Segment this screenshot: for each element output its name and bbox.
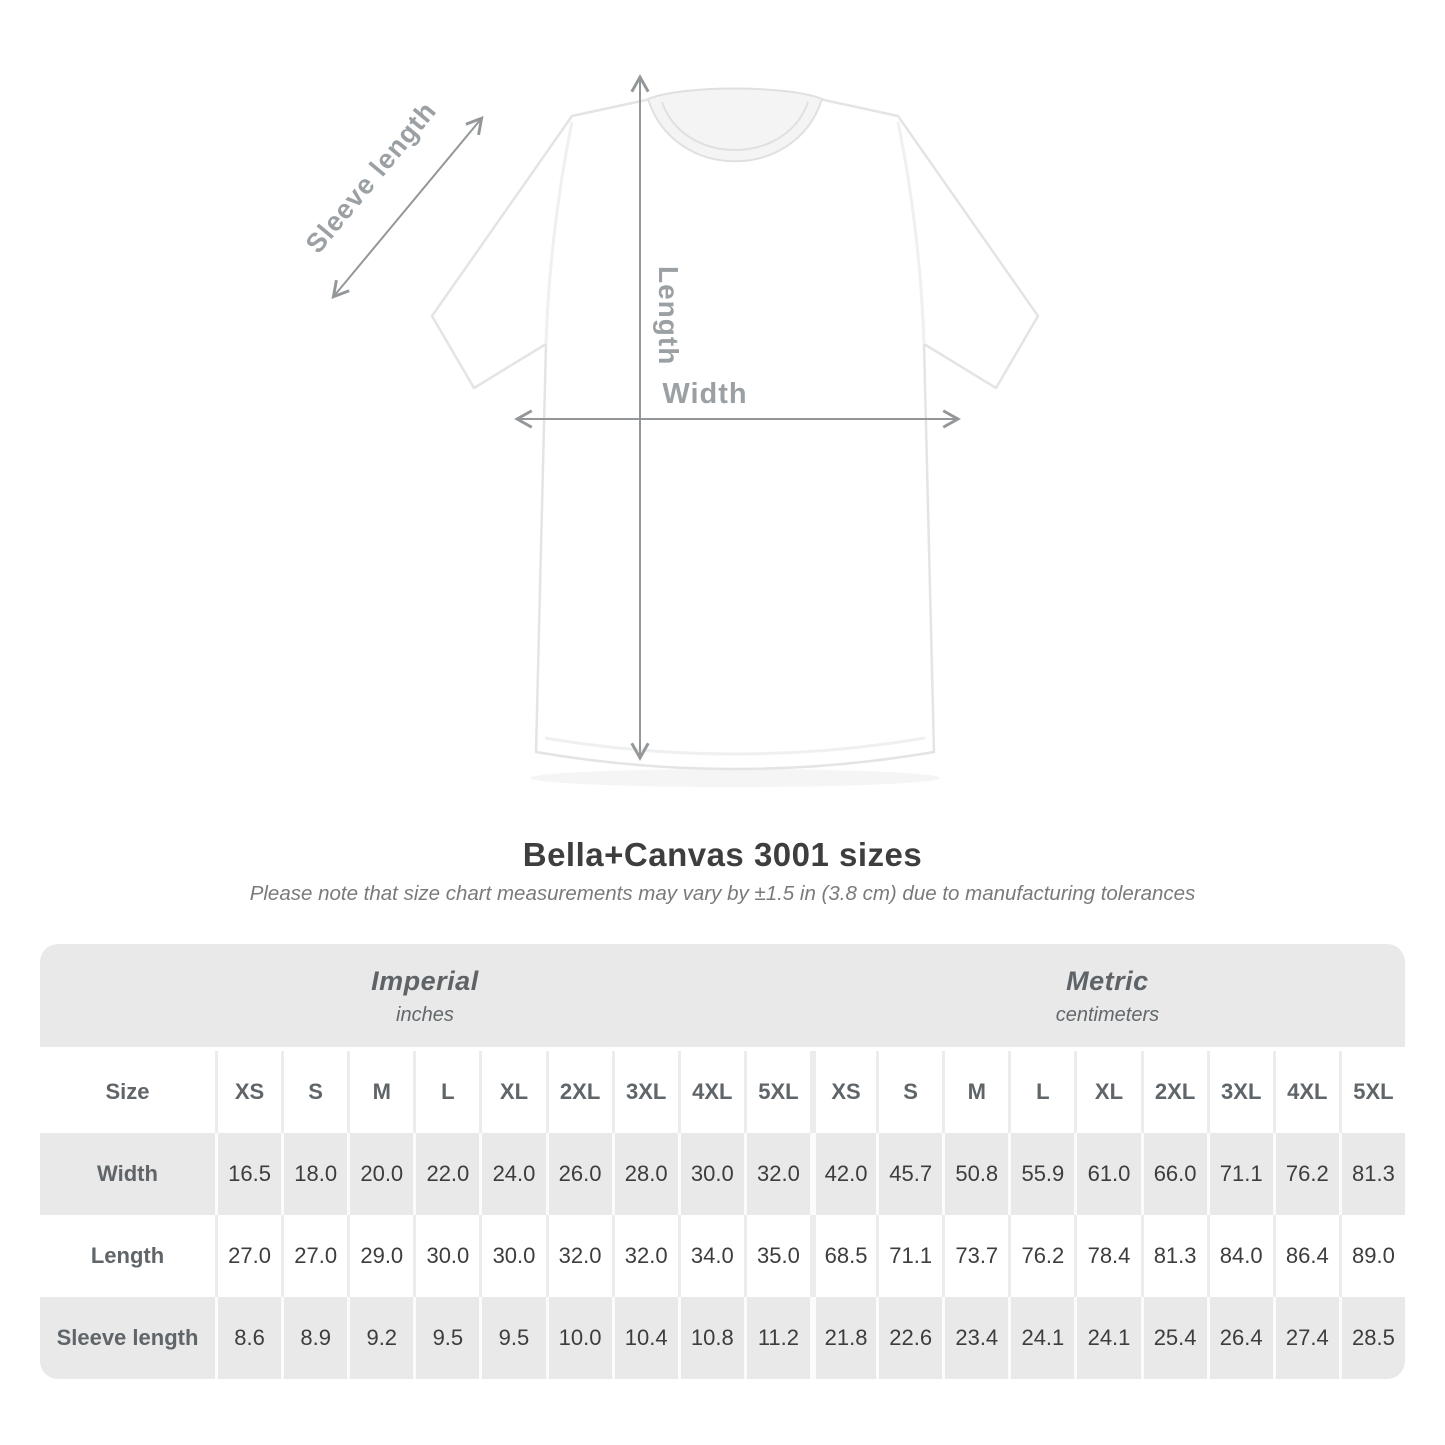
measurement-value: 27.0 [281, 1215, 347, 1297]
measurement-value: 9.5 [479, 1297, 545, 1379]
size-column-header: M [347, 1051, 413, 1133]
imperial-unit-label: inches [396, 1004, 454, 1026]
measurement-value: 10.8 [678, 1297, 744, 1379]
measurement-value: 26.4 [1207, 1297, 1273, 1379]
imperial-header [40, 944, 810, 1047]
size-table [40, 944, 1405, 1379]
measurement-value: 32.0 [546, 1215, 612, 1297]
measurement-value: 55.9 [1008, 1133, 1074, 1215]
measurement-value: 71.1 [1207, 1133, 1273, 1215]
measurement-value: 20.0 [347, 1133, 413, 1215]
measurement-value: 26.0 [546, 1133, 612, 1215]
measurement-value: 42.0 [810, 1133, 876, 1215]
measurement-value: 27.4 [1273, 1297, 1339, 1379]
measurement-value: 35.0 [744, 1215, 810, 1297]
measurement-value: 32.0 [612, 1215, 678, 1297]
width-row [40, 1133, 1405, 1215]
row-label: Sleeve length [40, 1297, 215, 1379]
measurement-value: 10.0 [546, 1297, 612, 1379]
measurement-value: 76.2 [1008, 1215, 1074, 1297]
measurement-value: 30.0 [413, 1215, 479, 1297]
measurement-value: 81.3 [1141, 1215, 1207, 1297]
measurement-value: 45.7 [876, 1133, 942, 1215]
measurement-value: 66.0 [1141, 1133, 1207, 1215]
size-header-row [40, 1051, 1405, 1133]
measurement-value: 68.5 [810, 1215, 876, 1297]
measurement-value: 73.7 [942, 1215, 1008, 1297]
imperial-label: Imperial [371, 966, 479, 996]
size-column-header: 2XL [1141, 1051, 1207, 1133]
measurement-value: 89.0 [1339, 1215, 1405, 1297]
unit-header-band [40, 944, 1405, 1047]
size-column-header: XL [479, 1051, 545, 1133]
measurement-value: 61.0 [1074, 1133, 1140, 1215]
measurement-value: 29.0 [347, 1215, 413, 1297]
measurement-value: 34.0 [678, 1215, 744, 1297]
size-column-header: 5XL [744, 1051, 810, 1133]
size-column-header: 4XL [678, 1051, 744, 1133]
page-title: Bella+Canvas 3001 sizes [522, 836, 923, 873]
length-figure-label: Length [653, 266, 684, 366]
size-column-header: XL [1074, 1051, 1140, 1133]
length-row [40, 1215, 1405, 1297]
measurement-value: 28.5 [1339, 1297, 1405, 1379]
measurement-value: 30.0 [479, 1215, 545, 1297]
row-label: Width [40, 1133, 215, 1215]
size-column-header: XS [810, 1051, 876, 1133]
measurement-value: 84.0 [1207, 1215, 1273, 1297]
measurement-value: 24.1 [1074, 1297, 1140, 1379]
size-column-header: 3XL [1207, 1051, 1273, 1133]
measurement-value: 22.6 [876, 1297, 942, 1379]
measurement-value: 21.8 [810, 1297, 876, 1379]
measurement-value: 11.2 [744, 1297, 810, 1379]
measurement-value: 10.4 [612, 1297, 678, 1379]
size-column-header: L [1008, 1051, 1074, 1133]
measurement-value: 16.5 [215, 1133, 281, 1215]
measurement-value: 76.2 [1273, 1133, 1339, 1215]
measurement-value: 25.4 [1141, 1297, 1207, 1379]
size-column-header: S [876, 1051, 942, 1133]
tshirt-illustration [432, 89, 1038, 788]
measurement-value: 27.0 [215, 1215, 281, 1297]
measurement-value: 24.1 [1008, 1297, 1074, 1379]
measurement-value: 78.4 [1074, 1215, 1140, 1297]
size-column-header: S [281, 1051, 347, 1133]
measurement-value: 24.0 [479, 1133, 545, 1215]
size-column-header: 4XL [1273, 1051, 1339, 1133]
measurement-value: 9.2 [347, 1297, 413, 1379]
measurement-value: 22.0 [413, 1133, 479, 1215]
measurement-value: 71.1 [876, 1215, 942, 1297]
measurement-value: 23.4 [942, 1297, 1008, 1379]
measurement-value: 18.0 [281, 1133, 347, 1215]
width-figure-label: Width [662, 378, 748, 410]
size-column-header: 5XL [1339, 1051, 1405, 1133]
measurement-value: 8.6 [215, 1297, 281, 1379]
metric-unit-label: centimeters [1055, 1004, 1160, 1026]
tolerance-note: Please note that size chart measurements may vary by ±1.5 in (3.8 cm) due to manufacturing tolerances [249, 882, 1196, 905]
sleeve-length-row [40, 1297, 1405, 1379]
sleeve-length-figure-label: Sleeve length [299, 95, 443, 259]
size-column-header: XS [215, 1051, 281, 1133]
metric-header [810, 944, 1405, 1047]
measurement-value: 28.0 [612, 1133, 678, 1215]
metric-label: Metric [1066, 966, 1149, 996]
row-label: Length [40, 1215, 215, 1297]
measurement-value: 50.8 [942, 1133, 1008, 1215]
measurement-value: 30.0 [678, 1133, 744, 1215]
size-corner-label: Size [40, 1051, 215, 1133]
measurement-value: 9.5 [413, 1297, 479, 1379]
measurement-value: 32.0 [744, 1133, 810, 1215]
measurement-value: 81.3 [1339, 1133, 1405, 1215]
size-column-header: L [413, 1051, 479, 1133]
measurement-value: 8.9 [281, 1297, 347, 1379]
size-column-header: M [942, 1051, 1008, 1133]
size-column-header: 2XL [546, 1051, 612, 1133]
size-table-grid [40, 1051, 1405, 1379]
size-column-header: 3XL [612, 1051, 678, 1133]
measurement-value: 86.4 [1273, 1215, 1339, 1297]
